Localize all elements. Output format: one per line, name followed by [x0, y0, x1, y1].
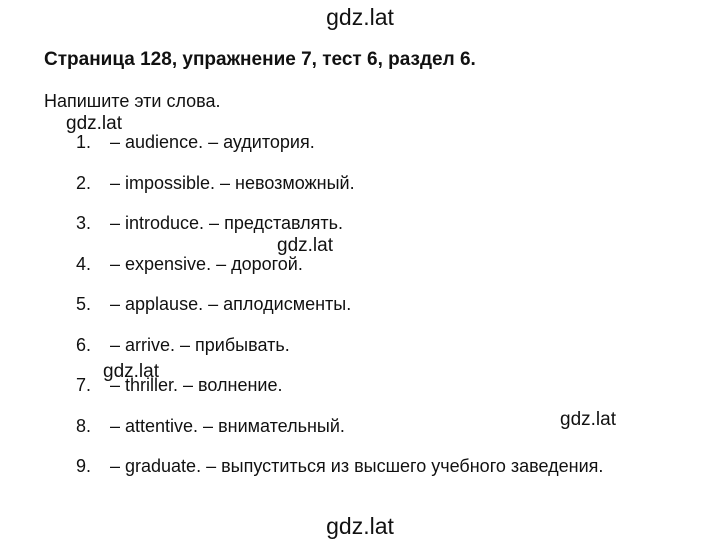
item-number: 4.	[76, 254, 92, 274]
item-text: – introduce. – представлять.	[110, 213, 344, 233]
item-text: – audience. – аудитория.	[110, 132, 315, 152]
item-text: – applause. – аплодисменты.	[110, 294, 352, 314]
watermark: gdz.lat	[277, 235, 333, 256]
item-number: 9.	[76, 456, 92, 476]
item-number: 5.	[76, 294, 92, 314]
item-text: – thriller. – волнение.	[110, 375, 283, 395]
item-text: – graduate. – выпуститься из высшего учебного заведения.	[110, 456, 604, 476]
item-number: 1.	[76, 132, 92, 152]
item-text: – expensive. – дорогой.	[110, 254, 303, 274]
item-number: 2.	[76, 173, 92, 193]
item-number: 3.	[76, 213, 92, 233]
watermark-bottom: gdz.lat	[326, 513, 394, 539]
item-number: 8.	[76, 416, 92, 436]
watermark-top: gdz.lat	[326, 4, 394, 30]
item-text: – attentive. – внимательный.	[110, 416, 345, 436]
watermark: gdz.lat	[560, 409, 616, 430]
instruction-text: Напишите эти слова.	[44, 91, 221, 111]
watermark: gdz.lat	[103, 361, 159, 382]
item-text: – arrive. – прибывать.	[110, 335, 290, 355]
watermark: gdz.lat	[66, 113, 122, 134]
item-number: 7.	[76, 375, 92, 395]
item-number: 6.	[76, 335, 92, 355]
page-heading: Страница 128, упражнение 7, тест 6, раздел 6.	[44, 49, 476, 70]
item-text: – impossible. – невозможный.	[110, 173, 355, 193]
